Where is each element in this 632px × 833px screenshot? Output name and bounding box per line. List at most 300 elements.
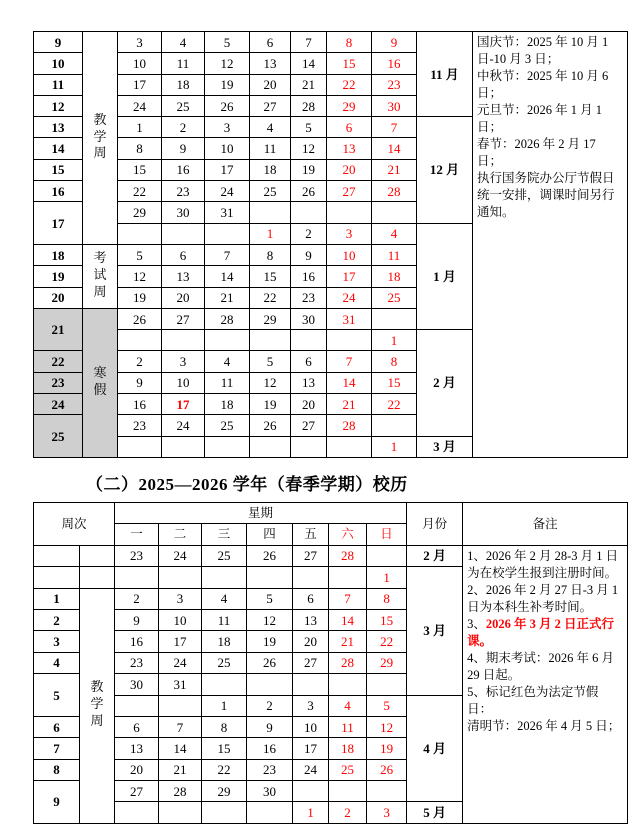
day-cell: 26 (250, 415, 291, 436)
day-cell (202, 567, 247, 588)
day-cell: 3 (159, 588, 202, 609)
day-cell: 13 (162, 266, 205, 287)
day-cell (367, 781, 407, 802)
week-number: 23 (34, 372, 83, 393)
weekday-wed: 三 (202, 524, 247, 545)
note-line: 4、期末考试：2026 年 6 月 29 日起。 (467, 650, 614, 682)
day-cell: 2 (115, 588, 159, 609)
note-line: 执行国务院办公厅节假日统一安排，调课时间另行通知。 (477, 171, 615, 219)
day-cell: 19 (247, 631, 293, 652)
week-number (34, 545, 80, 566)
day-cell: 16 (115, 631, 159, 652)
day-cell (329, 567, 367, 588)
day-cell: 27 (327, 181, 372, 202)
week-number: 7 (34, 738, 80, 759)
day-cell (118, 223, 162, 244)
day-cell (162, 223, 205, 244)
day-cell: 9 (372, 32, 417, 53)
week-number: 16 (34, 181, 83, 202)
day-cell: 6 (250, 32, 291, 53)
day-cell: 25 (329, 759, 367, 780)
day-cell: 16 (162, 159, 205, 180)
day-cell: 9 (118, 372, 162, 393)
day-cell: 16 (372, 53, 417, 74)
day-cell: 15 (250, 266, 291, 287)
day-cell: 23 (372, 74, 417, 95)
day-cell: 15 (202, 738, 247, 759)
day-cell: 23 (115, 652, 159, 673)
day-cell: 28 (205, 308, 250, 329)
day-cell: 1 (293, 802, 329, 823)
day-cell: 29 (202, 781, 247, 802)
day-cell: 6 (162, 244, 205, 265)
day-cell: 5 (205, 32, 250, 53)
day-cell: 22 (367, 631, 407, 652)
day-cell (293, 674, 329, 695)
label-char: 学 (93, 129, 107, 145)
day-cell: 7 (327, 351, 372, 372)
day-cell (162, 436, 205, 457)
day-cell: 24 (293, 759, 329, 780)
week-number: 3 (34, 631, 80, 652)
day-cell: 3 (162, 351, 205, 372)
day-cell: 30 (115, 674, 159, 695)
day-cell: 9 (162, 138, 205, 159)
day-cell (372, 415, 417, 436)
day-cell: 10 (118, 53, 162, 74)
month-feb: 2 月 (407, 545, 463, 566)
day-cell: 13 (327, 138, 372, 159)
day-cell: 14 (372, 138, 417, 159)
label-char: 寒 (93, 366, 107, 381)
note-line-start-classes (467, 616, 623, 650)
day-cell: 26 (205, 95, 250, 116)
day-cell: 19 (250, 394, 291, 415)
note-line: 2、2026 年 2 月 27 日-3 月 1 日为本科生补考时间。 (467, 582, 619, 614)
day-cell (159, 567, 202, 588)
week-number: 18 (34, 244, 83, 265)
day-cell: 13 (291, 372, 327, 393)
day-cell: 28 (159, 781, 202, 802)
day-cell (372, 308, 417, 329)
day-cell (247, 802, 293, 823)
day-cell: 5 (367, 695, 407, 716)
month-nov: 11 月 (417, 32, 473, 117)
month-header: 月份 (407, 503, 463, 546)
semester-notes (463, 545, 628, 823)
day-cell: 26 (247, 652, 293, 673)
week-number: 22 (34, 351, 83, 372)
label-char: 周 (93, 284, 107, 300)
day-cell: 8 (327, 32, 372, 53)
day-cell: 29 (367, 652, 407, 673)
day-cell: 7 (159, 716, 202, 737)
day-cell: 23 (118, 415, 162, 436)
day-cell: 27 (291, 415, 327, 436)
day-cell (115, 567, 159, 588)
day-cell: 16 (291, 266, 327, 287)
day-cell: 17 (293, 738, 329, 759)
day-cell: 4 (329, 695, 367, 716)
day-cell: 4 (162, 32, 205, 53)
day-cell: 2 (118, 351, 162, 372)
day-cell: 5 (118, 244, 162, 265)
day-cell: 9 (291, 244, 327, 265)
day-cell: 23 (115, 545, 159, 566)
label-char: 假 (93, 382, 107, 398)
day-cell: 17 (162, 394, 205, 415)
day-cell: 5 (247, 588, 293, 609)
day-cell (247, 674, 293, 695)
day-cell: 14 (205, 266, 250, 287)
day-cell (372, 202, 417, 223)
day-cell: 24 (162, 415, 205, 436)
label-char: 教 (93, 112, 107, 128)
day-cell: 17 (159, 631, 202, 652)
day-cell: 24 (327, 287, 372, 308)
day-cell: 9 (247, 716, 293, 737)
day-cell: 8 (372, 351, 417, 372)
day-cell: 11 (329, 716, 367, 737)
day-cell: 1 (372, 436, 417, 457)
day-cell: 4 (250, 117, 291, 138)
day-cell (205, 436, 250, 457)
blank-label-cell (80, 567, 115, 588)
day-cell: 8 (367, 588, 407, 609)
day-cell: 28 (329, 652, 367, 673)
day-cell: 1 (202, 695, 247, 716)
day-cell: 2 (329, 802, 367, 823)
day-cell: 4 (205, 351, 250, 372)
day-cell: 26 (118, 308, 162, 329)
day-cell: 9 (115, 609, 159, 630)
day-cell: 26 (367, 759, 407, 780)
week-number: 12 (34, 95, 83, 116)
day-cell: 11 (205, 372, 250, 393)
note-line: 中秋节：2025 年 10 月 6 日； (477, 69, 609, 100)
week-number: 8 (34, 759, 80, 780)
day-cell (367, 674, 407, 695)
week-number: 15 (34, 159, 83, 180)
spring-calendar-title: （二）2025—2026 学年（春季学期）校历 (86, 475, 408, 494)
day-cell (291, 436, 327, 457)
day-cell: 3 (118, 32, 162, 53)
day-cell: 17 (118, 74, 162, 95)
label-char: 试 (93, 267, 107, 283)
day-cell: 24 (159, 545, 202, 566)
day-cell: 11 (162, 53, 205, 74)
day-cell (247, 567, 293, 588)
week-number: 1 (34, 588, 80, 609)
day-cell: 29 (250, 308, 291, 329)
weekday-fri: 五 (293, 524, 329, 545)
day-cell (118, 436, 162, 457)
week-number: 5 (34, 674, 80, 717)
notes-header: 备注 (463, 503, 628, 546)
day-cell: 22 (327, 74, 372, 95)
day-cell (367, 545, 407, 566)
day-cell: 18 (329, 738, 367, 759)
day-cell: 21 (327, 394, 372, 415)
day-cell: 18 (162, 74, 205, 95)
class-start-highlight: 2026 年 3 月 2 日正式行课。 (467, 616, 615, 648)
day-cell: 12 (118, 266, 162, 287)
day-cell: 10 (159, 609, 202, 630)
teaching-week-label (83, 32, 118, 245)
day-cell: 14 (159, 738, 202, 759)
day-cell: 20 (250, 74, 291, 95)
week-number: 9 (34, 32, 83, 53)
day-cell: 4 (372, 223, 417, 244)
day-cell: 1 (367, 567, 407, 588)
day-cell: 3 (327, 223, 372, 244)
day-cell: 27 (115, 781, 159, 802)
day-cell: 7 (205, 244, 250, 265)
winter-break-label (83, 308, 118, 457)
day-cell (329, 674, 367, 695)
day-cell: 12 (291, 138, 327, 159)
day-cell: 30 (372, 95, 417, 116)
day-cell: 5 (291, 117, 327, 138)
day-cell: 21 (159, 759, 202, 780)
week-number: 6 (34, 716, 80, 737)
day-cell: 25 (372, 287, 417, 308)
day-cell: 25 (250, 181, 291, 202)
note-line: 春节：2026 年 2 月 17 日； (477, 137, 596, 168)
month-jan: 1 月 (417, 223, 473, 329)
day-cell: 29 (118, 202, 162, 223)
day-cell: 6 (291, 351, 327, 372)
weekday-sun: 日 (367, 524, 407, 545)
day-cell: 14 (327, 372, 372, 393)
day-cell (291, 202, 327, 223)
day-cell: 15 (367, 609, 407, 630)
autumn-calendar-table (33, 31, 628, 458)
label-char: 学 (90, 697, 104, 713)
vertical-label (83, 113, 117, 164)
day-cell: 15 (327, 53, 372, 74)
day-cell: 19 (118, 287, 162, 308)
day-cell: 1 (372, 330, 417, 351)
weekday-group-header: 星期 (115, 503, 407, 524)
day-cell: 5 (250, 351, 291, 372)
day-cell: 31 (327, 308, 372, 329)
day-cell: 20 (115, 759, 159, 780)
day-cell: 12 (247, 609, 293, 630)
day-cell: 23 (162, 181, 205, 202)
spring-calendar-table (33, 502, 628, 824)
holiday-notes (473, 32, 628, 458)
day-cell: 14 (329, 609, 367, 630)
day-cell: 7 (329, 588, 367, 609)
day-cell: 3 (293, 695, 329, 716)
week-number: 21 (34, 308, 83, 351)
weekday-thu: 四 (247, 524, 293, 545)
day-cell: 6 (293, 588, 329, 609)
day-cell: 30 (247, 781, 293, 802)
week-number: 24 (34, 394, 83, 415)
day-cell: 11 (372, 244, 417, 265)
day-cell: 14 (291, 53, 327, 74)
day-cell: 23 (291, 287, 327, 308)
day-cell: 7 (372, 117, 417, 138)
day-cell: 12 (367, 716, 407, 737)
day-cell: 8 (202, 716, 247, 737)
day-cell (205, 330, 250, 351)
month-apr: 4 月 (407, 695, 463, 802)
note-line: 国庆节：2025 年 10 月 1 日-10 月 3 日； (477, 35, 609, 66)
day-cell: 12 (250, 372, 291, 393)
note-prefix: 3、 (467, 616, 486, 631)
day-cell: 27 (293, 652, 329, 673)
day-cell: 20 (162, 287, 205, 308)
day-cell (293, 567, 329, 588)
day-cell: 27 (162, 308, 205, 329)
day-cell: 24 (118, 95, 162, 116)
day-cell: 31 (159, 674, 202, 695)
weekday-sat: 六 (329, 524, 367, 545)
day-cell: 20 (291, 394, 327, 415)
day-cell: 2 (247, 695, 293, 716)
day-cell (293, 781, 329, 802)
day-cell: 28 (372, 181, 417, 202)
week-number: 4 (34, 652, 80, 673)
day-cell: 13 (293, 609, 329, 630)
day-cell (205, 223, 250, 244)
vertical-label (80, 680, 114, 731)
day-cell: 30 (291, 308, 327, 329)
blank-label-cell (80, 545, 115, 566)
weekday-mon: 一 (115, 524, 159, 545)
month-mar: 3 月 (407, 567, 463, 695)
day-cell: 4 (202, 588, 247, 609)
week-number: 2 (34, 609, 80, 630)
month-mar: 3 月 (417, 436, 473, 457)
day-cell (115, 695, 159, 716)
day-cell: 25 (162, 95, 205, 116)
day-cell: 25 (202, 652, 247, 673)
day-cell: 3 (367, 802, 407, 823)
week-number: 11 (34, 74, 83, 95)
label-char: 周 (93, 146, 107, 162)
day-cell: 24 (159, 652, 202, 673)
day-cell (159, 802, 202, 823)
day-cell (202, 674, 247, 695)
day-cell: 27 (250, 95, 291, 116)
day-cell: 16 (247, 738, 293, 759)
day-cell: 11 (202, 609, 247, 630)
day-cell: 10 (162, 372, 205, 393)
day-cell (118, 330, 162, 351)
day-cell: 28 (291, 95, 327, 116)
week-number: 9 (34, 781, 80, 824)
day-cell: 13 (250, 53, 291, 74)
day-cell: 8 (250, 244, 291, 265)
day-cell: 21 (329, 631, 367, 652)
day-cell: 22 (372, 394, 417, 415)
day-cell: 7 (291, 32, 327, 53)
day-cell: 25 (205, 415, 250, 436)
day-cell (327, 436, 372, 457)
note-line: 清明节：2026 年 4 月 5 日； (467, 718, 621, 733)
day-cell: 29 (327, 95, 372, 116)
day-cell: 21 (291, 74, 327, 95)
week-number: 17 (34, 202, 83, 245)
day-cell: 1 (250, 223, 291, 244)
day-cell: 28 (327, 415, 372, 436)
day-cell (162, 330, 205, 351)
day-cell: 20 (327, 159, 372, 180)
note-line: 5、标记红色为法定节假日： (467, 684, 599, 716)
day-cell: 25 (202, 545, 247, 566)
day-cell: 2 (162, 117, 205, 138)
day-cell: 1 (118, 117, 162, 138)
day-cell: 23 (247, 759, 293, 780)
day-cell: 8 (118, 138, 162, 159)
weekday-tue: 二 (159, 524, 202, 545)
day-cell: 19 (291, 159, 327, 180)
day-cell: 10 (205, 138, 250, 159)
day-cell: 20 (293, 631, 329, 652)
day-cell: 26 (247, 545, 293, 566)
week-number: 20 (34, 287, 83, 308)
day-cell (115, 802, 159, 823)
day-cell: 19 (367, 738, 407, 759)
vertical-label (83, 251, 117, 302)
week-number: 19 (34, 266, 83, 287)
vertical-label (83, 366, 117, 400)
day-cell (250, 436, 291, 457)
day-cell: 18 (250, 159, 291, 180)
day-cell: 18 (372, 266, 417, 287)
day-cell: 18 (205, 394, 250, 415)
note-line: 1、2026 年 2 月 28-3 月 1 日为在校学生报到注册时间。 (467, 548, 619, 580)
day-cell: 18 (202, 631, 247, 652)
day-cell: 15 (118, 159, 162, 180)
day-cell: 11 (250, 138, 291, 159)
day-cell (327, 330, 372, 351)
month-feb: 2 月 (417, 330, 473, 436)
day-cell (159, 695, 202, 716)
day-cell: 17 (205, 159, 250, 180)
day-cell: 30 (162, 202, 205, 223)
week-number (34, 567, 80, 588)
day-cell: 10 (327, 244, 372, 265)
day-cell (327, 202, 372, 223)
week-number: 14 (34, 138, 83, 159)
day-cell: 26 (291, 181, 327, 202)
label-char: 周 (90, 714, 104, 730)
day-cell: 3 (205, 117, 250, 138)
day-cell: 31 (205, 202, 250, 223)
day-cell: 13 (115, 738, 159, 759)
label-char: 教 (90, 680, 104, 696)
day-cell: 2 (291, 223, 327, 244)
day-cell (291, 330, 327, 351)
day-cell (250, 202, 291, 223)
day-cell (329, 781, 367, 802)
day-cell (250, 330, 291, 351)
day-cell: 19 (205, 74, 250, 95)
note-line: 元旦节：2026 年 1 月 1 日； (477, 103, 603, 134)
label-char: 考 (93, 251, 107, 267)
month-dec: 12 月 (417, 117, 473, 223)
day-cell: 12 (205, 53, 250, 74)
table-row (34, 545, 628, 566)
day-cell: 27 (293, 545, 329, 566)
week-number: 13 (34, 117, 83, 138)
table-row (34, 32, 628, 53)
